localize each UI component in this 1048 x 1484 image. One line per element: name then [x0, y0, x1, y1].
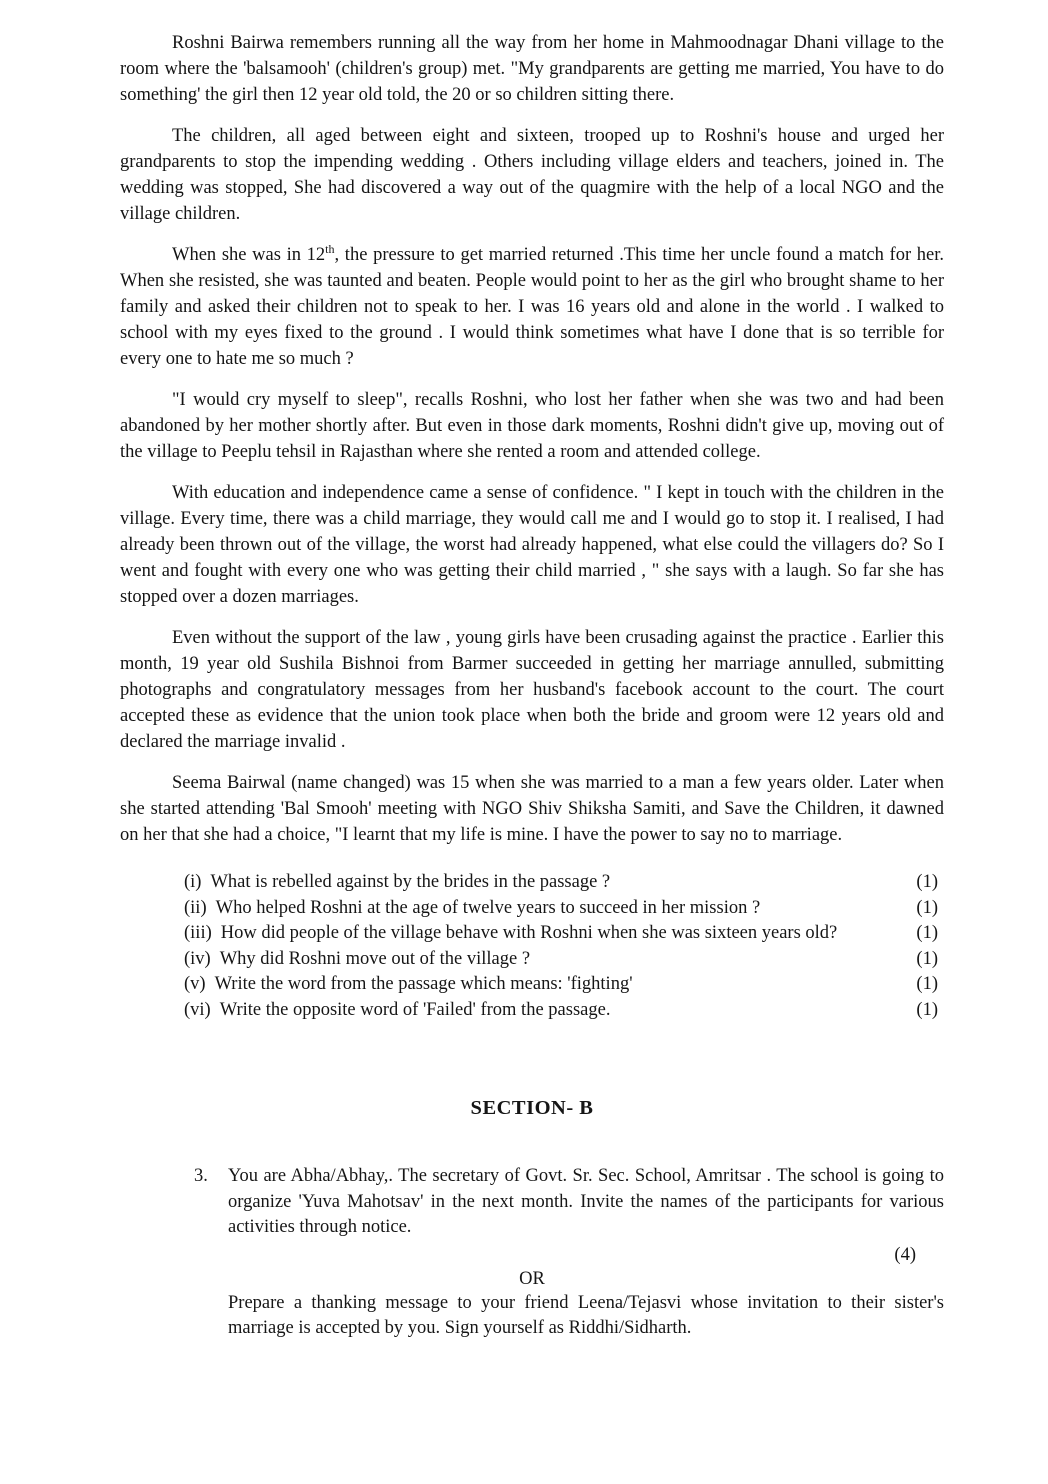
question-number: (iv) — [184, 948, 211, 969]
question-text — [184, 998, 898, 1024]
question-item-v — [184, 972, 938, 998]
question-item-iii — [184, 921, 938, 947]
question-3 — [194, 1164, 944, 1241]
question-3-text: You are Abha/Abhay,. The secretary of Govt. Sr. Sec. School, Amritsar . The school is going to organize 'Yuva Mahotsav' in the next month. Invite the names of the participants for various activities through notice. — [228, 1166, 944, 1237]
question-marks: (1) — [916, 999, 938, 1020]
question-number: (i) — [184, 872, 202, 892]
passage-paragraph-1: Roshni Bairwa remembers running all the way from her home in Mahmoodnagar Dhani village to the room where the 'balsamooh' (children's group) met. "My grandparents are getting me married, You have to do something' the girl then 12 year old told, the 20 or so children sitting there. — [120, 33, 944, 105]
question-text — [184, 921, 898, 947]
question-3-alternative-text: Prepare a thanking message to your friend Leena/Tejasvi whose invitation to their sister's marriage is accepted by you. Sign yourself as Riddhi/Sidharth. — [228, 1292, 944, 1338]
passage-paragraph-3 — [120, 242, 944, 372]
passage-paragraph-3-rest: , the pressure to get married returned .This time her uncle found a match for her. When she resisted, she was taunted and beaten. People would point to her as the girl who brought shame to her family and asked their children not to speak to her. I was 16 years old and alone in the world . I walked to school with my eyes fixed to the ground . I would think sometimes what have I done that is so terrible for every one to hate me so much ? — [120, 245, 944, 369]
question-item-i — [184, 870, 938, 896]
question-number: (iii) — [184, 923, 212, 943]
question-3-marks: (4) — [894, 1244, 916, 1265]
question-label: Write the opposite word of 'Failed' from the passage. — [219, 999, 611, 1020]
passage-paragraph-5: With education and independence came a sense of confidence. " I kept in touch with the children in the village. Every time, there was a child marriage, they would call me and I would go to stop it. I realised, I had already been thrown out of the village, the worst had already happened, what else could the villagers do? So I went and fought with every one who was getting their child married , " she says with a laugh. So far she has stopped over a dozen marriages. — [120, 483, 944, 607]
question-marks: (1) — [916, 897, 938, 918]
question-3-number: 3. — [194, 1166, 208, 1186]
question-list — [184, 870, 938, 1023]
question-label: How did people of the village behave with Roshni when she was sixteen years old? — [220, 923, 838, 943]
question-label: Who helped Roshni at the age of twelve years to succeed in her mission ? — [215, 897, 761, 918]
question-text — [184, 972, 898, 998]
question-marks: (1) — [916, 974, 938, 994]
or-separator: OR — [519, 1268, 545, 1289]
passage-paragraph-4: "I would cry myself to sleep", recalls Roshni, who lost her father when she was two and had been abandoned by her mother shortly after. But even in those dark moments, Roshni didn't give up, moving out of the village to Peeplu tehsil in Rajasthan where she rented a room and attended college. — [120, 390, 944, 462]
question-text — [184, 896, 898, 922]
question-marks: (1) — [916, 948, 938, 969]
question-number: (v) — [184, 974, 206, 994]
question-text — [184, 870, 898, 896]
question-label: Write the word from the passage which means: 'fighting' — [214, 974, 633, 994]
question-label: Why did Roshni move out of the village ? — [219, 948, 531, 969]
question-label: What is rebelled against by the brides in the passage ? — [210, 872, 611, 892]
question-text — [184, 947, 898, 973]
ordinal-superscript: th — [325, 241, 335, 256]
question-item-vi — [184, 998, 938, 1024]
passage-paragraph-3-start: When she was in 12 — [172, 245, 326, 265]
question-marks: (1) — [916, 872, 938, 892]
question-number: (ii) — [184, 897, 207, 918]
passage-paragraph-6: Even without the support of the law , young girls have been crusading against the practice . Earlier this month, 19 year old Sushila Bishnoi from Barmer succeeded in getting her marriage annulled, submitting photographs and congratulatory messages from her husband's facebook account to the court. The court accepted these as evidence that the union took place when both the bride and groom were 12 years old and declared the marriage invalid . — [120, 628, 944, 752]
section-b-heading: SECTION- B — [470, 1097, 594, 1119]
passage-paragraph-7: Seema Bairwal (name changed) was 15 when she was married to a man a few years older. Later when she started attending 'Bal Smooh' meeting with NGO Shiv Shiksha Samiti, and Save the Children, it dawned on her that she had a choice, "I learnt that my life is mine. I have the power to say no to marriage. — [120, 773, 944, 845]
question-marks: (1) — [916, 923, 938, 943]
question-item-ii — [184, 896, 938, 922]
question-item-iv — [184, 947, 938, 973]
passage-paragraph-2: The children, all aged between eight and sixteen, trooped up to Roshni's house and urged her grandparents to stop the impending wedding . Others including village elders and teachers, joined in. The wedding was stopped, She had discovered a way out of the quagmire with the help of a local NGO and the village children. — [120, 126, 944, 224]
question-number: (vi) — [184, 999, 211, 1020]
